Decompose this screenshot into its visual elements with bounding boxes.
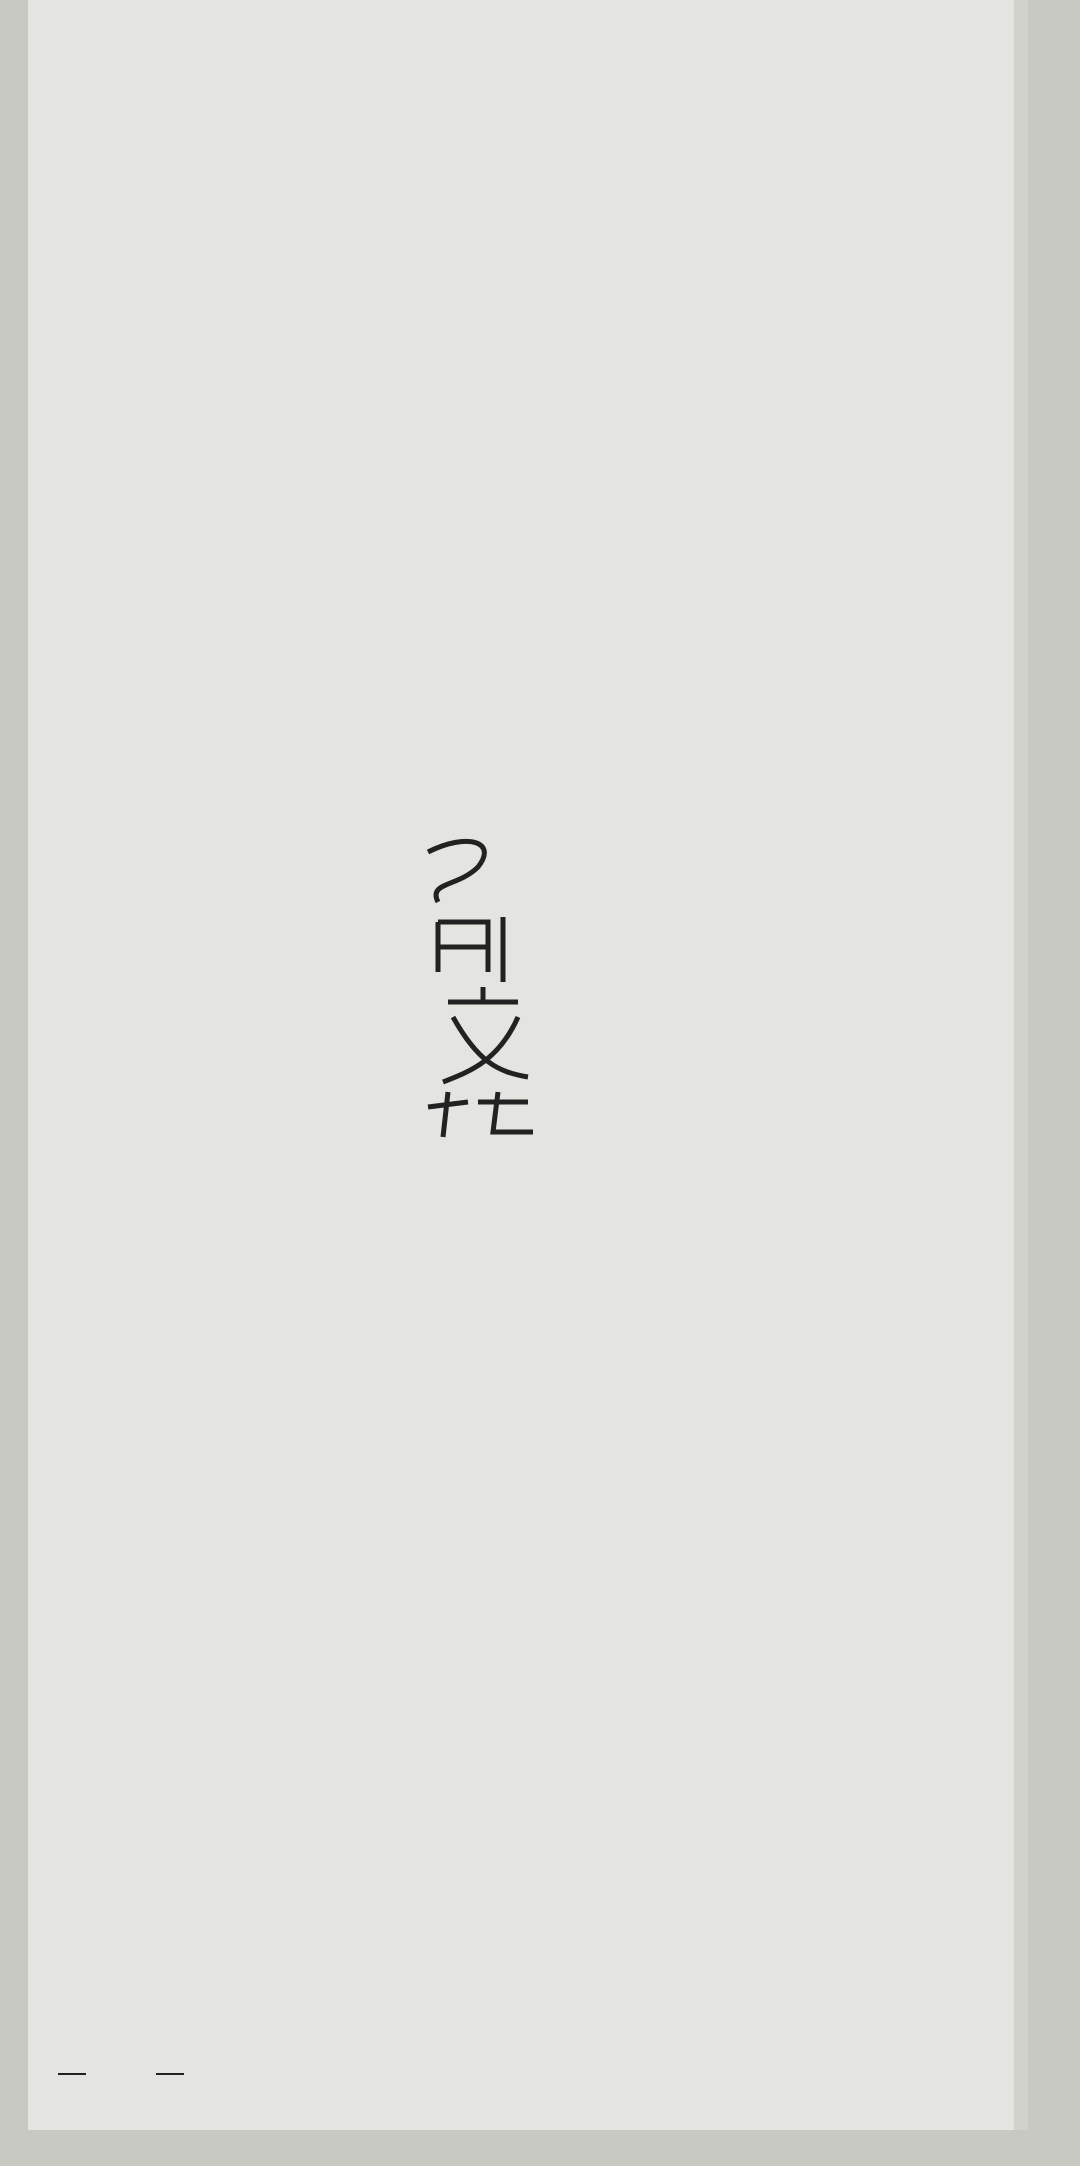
answer-page bbox=[28, 0, 1028, 2130]
handwritten-scribble bbox=[408, 822, 548, 1142]
watermark bbox=[868, 2038, 1018, 2130]
page-edge bbox=[1014, 0, 1028, 2130]
footer bbox=[94, 2054, 994, 2091]
footer-rule-left bbox=[58, 2073, 86, 2075]
